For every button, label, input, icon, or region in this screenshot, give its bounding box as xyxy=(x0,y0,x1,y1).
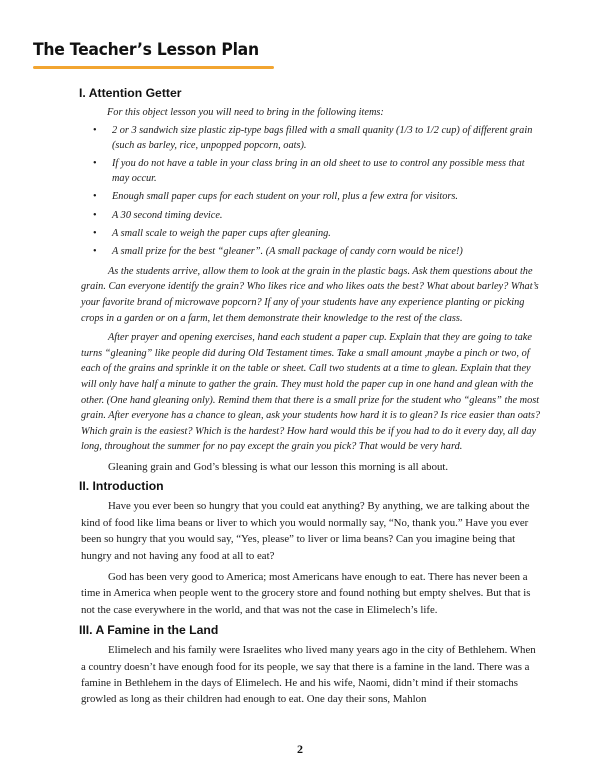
paragraph: Have you ever been so hungry that you could eat anything? By anything, we are talking about the kind of food like lima beans or liver to which you would normally say, “No, thank you.” Have you ever been so hungry that you would say, “Yes, please” to liver or lima beans? Can you imagine being that hungry and not having any food at all to eat? xyxy=(81,500,530,562)
paragraph: Gleaning grain and God’s blessing is what our lesson this morning is all about. xyxy=(108,460,449,473)
page-title: The Teacher’s Lesson Plan xyxy=(33,40,259,60)
supplies-intro: For this object lesson you will need to bring in the following items: xyxy=(107,107,384,118)
paragraph: As the students arrive, allow them to look at the grain in the plastic bags. Ask them questions about the grain. Can everyone identify the grain? Who likes rice and who likes oats the best? What about barley? What’s your favorite brand of microwave popcorn? If any of your students have any experience planting or picking crops in a garden or on a farm, let them demonstrate their knowledge to the rest of the class. xyxy=(81,265,539,324)
title-underline xyxy=(33,66,274,69)
list-item: • Enough small paper cups for each student on your roll, plus a few extra for visitors. xyxy=(81,190,543,205)
paragraph: God has been very good to America; most Americans have enough to eat. There has never been a time in America when people went to the grocery store and found nothing but empty shelves. But that is not the case everywhere in the world, and that was not the case in Elimelech’s life. xyxy=(81,571,531,616)
list-item: • A small scale to weigh the paper cups after gleaning. xyxy=(81,227,543,242)
supplies-list xyxy=(81,124,543,261)
section-heading-attention-getter: I. Attention Getter xyxy=(79,86,182,100)
list-item: • A 30 second timing device. xyxy=(81,209,543,224)
section-heading-famine: III. A Famine in the Land xyxy=(79,623,219,638)
paragraph: Elimelech and his family were Israelites who lived many years ago in the city of Bethlehem. When a country doesn’t have enough food for its people, we say that there is a famine in the land. There was a famine in Bethlehem in the days of Elimelech. He and his wife, Naomi, didn’t mind if their stomachs growled as long as their children had enough to eat. One day their sons, Mahlon xyxy=(81,644,536,706)
list-item: • 2 or 3 sandwich size plastic zip-type bags filled with a small quanity (1/3 to 1/2 cup) of different grain (such as barley, rice, unpopped popcorn, oats). xyxy=(81,124,543,154)
section-heading-introduction: II. Introduction xyxy=(79,479,164,494)
lesson-content xyxy=(81,86,543,713)
list-item: • A small prize for the best “gleaner”. (A small package of candy corn would be nice!) xyxy=(81,245,543,260)
paragraph: After prayer and opening exercises, hand each student a paper cup. Explain that they are going to take turns “gleaning” like people did during Old Testament times. Take a small amount ,maybe a pinch or two, of each of the grains and sprinkle it on the table or sheet. Call two students at a time to glean. Explain that they will only have half a minute to gather the grain. They must hold the paper cup in one hand and glean with the other. (One hand gleaning only). Remind them that there is a small prize for the student who “gleans” the most grain. After everyone has a chance to glean, ask your students how hard it is to glean? Is rice easier than oats? Which grain is the easiest? Which is the hardest? How hard would this be if you had to do it every day, all day long, throughout the summer for no pay except the grain you pick? That would be very hard. xyxy=(81,332,541,453)
page-number: 2 xyxy=(297,742,303,756)
list-item: • If you do not have a table in your class bring in an old sheet to use to control any possible mess that may occur. xyxy=(81,157,543,187)
